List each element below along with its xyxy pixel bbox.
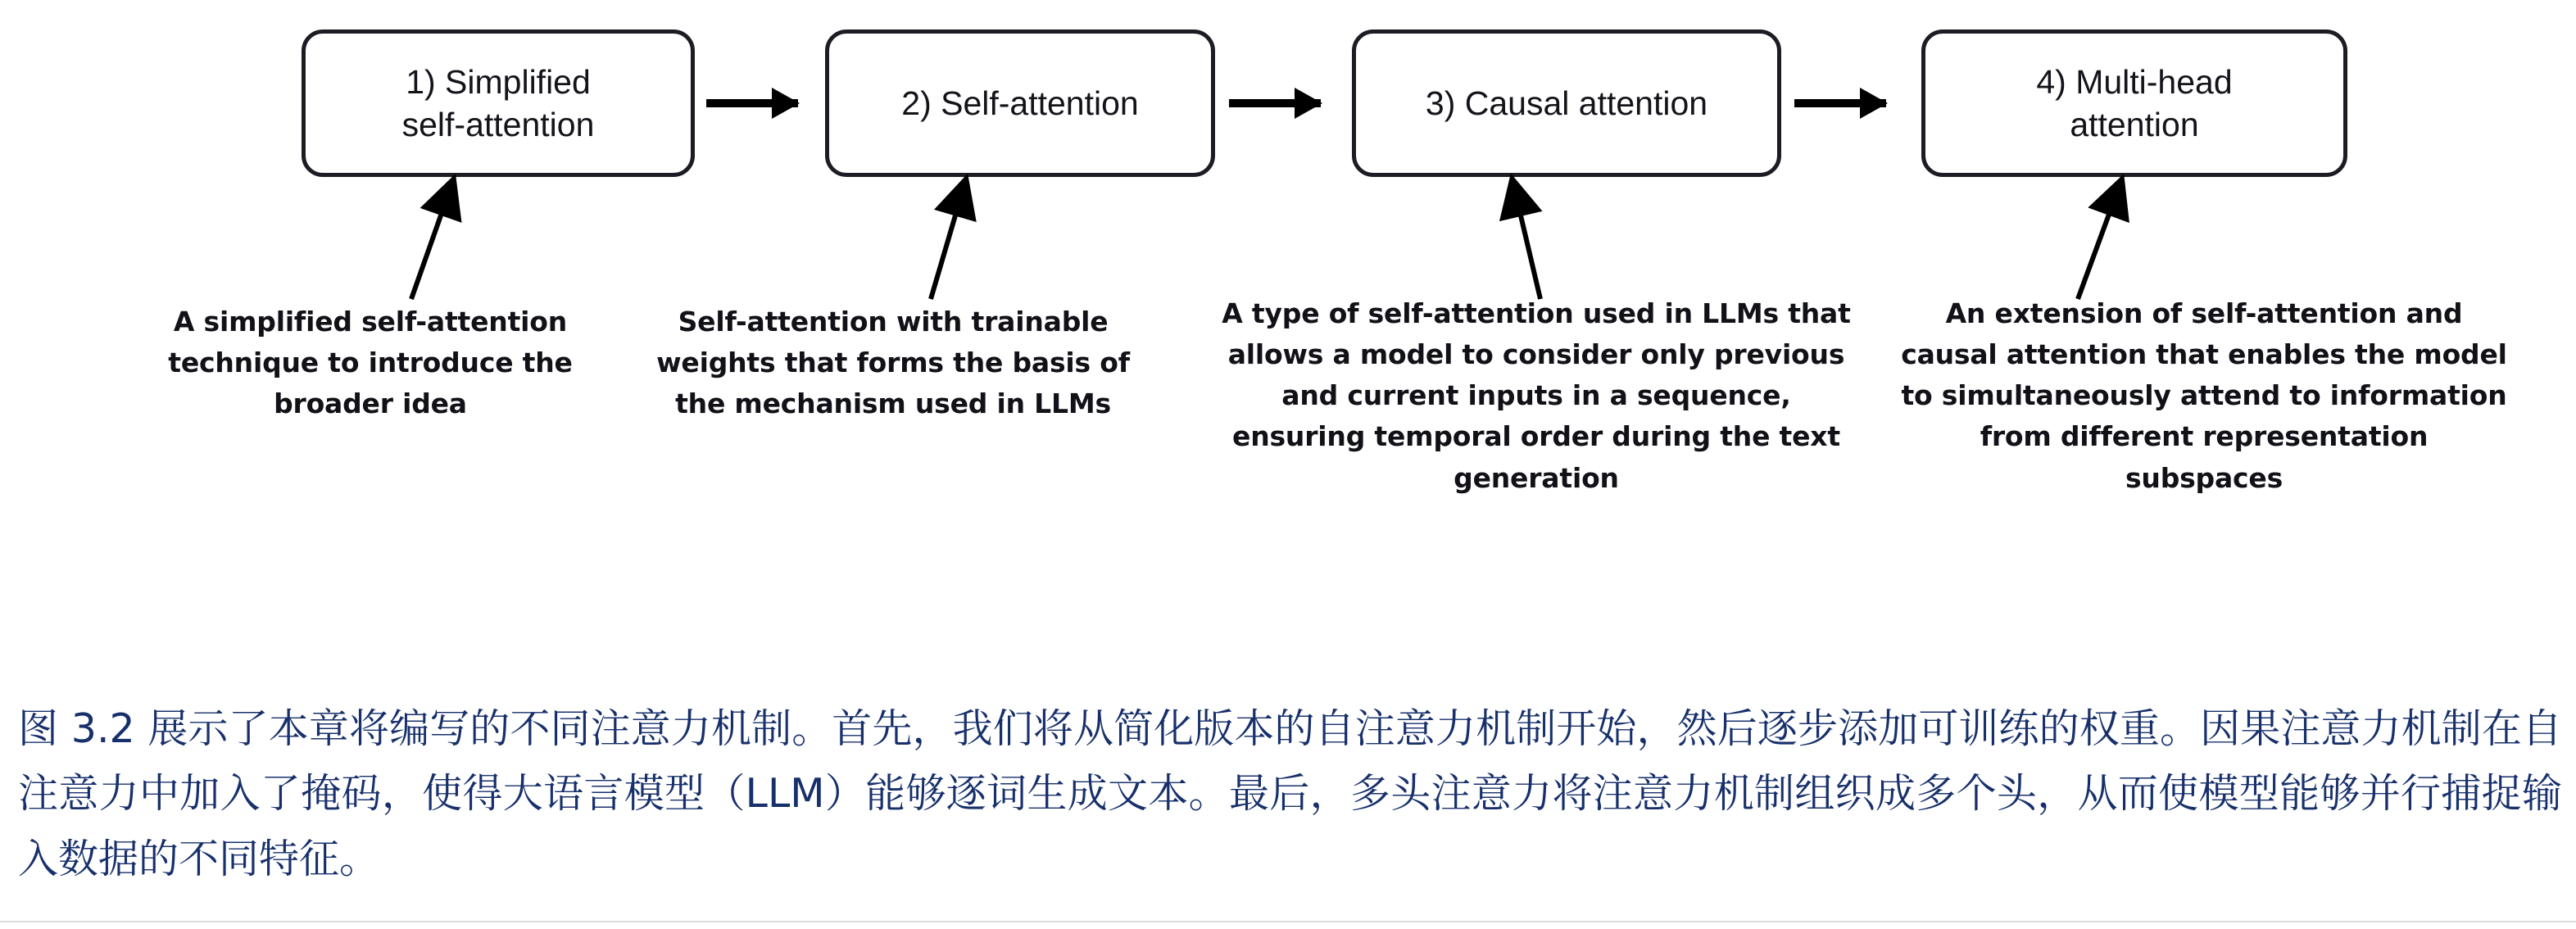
caption-multi-head-attention: An extension of self-attention and causal attention that enables the model to simultaneously attend to information from different representation subspaces — [1901, 297, 2507, 494]
arrow-stage2-to-stage3-icon — [1229, 99, 1321, 107]
arrow-stage1-to-stage2-icon — [706, 99, 798, 107]
stage-4-line-1: 4) Multi-head — [2036, 62, 2233, 101]
stage-3-line-1: 3) Causal attention — [1425, 84, 1708, 122]
pointer-arrow-caption1-icon — [361, 176, 524, 307]
stage-box-simplified-self-attention — [302, 29, 695, 177]
stage-box-causal-attention — [1352, 29, 1781, 177]
caption-self-attention: Self-attention with trainable weights that forms the basis of the mechanism used in LLMs — [656, 306, 1130, 420]
pointer-arrow-caption4-icon — [2032, 176, 2196, 307]
stage-2-line-1: 2) Self-attention — [901, 84, 1139, 122]
caption-causal-attention: A type of self-attention used in LLMs that allows a model to consider only previous and current inputs in a sequence, ensuring temporal order during the text generation — [1222, 297, 1851, 494]
page-bottom-divider — [0, 921, 2576, 922]
stage-box-self-attention — [825, 29, 1215, 177]
pointer-arrow-caption3-icon — [1467, 176, 1630, 307]
arrow-stage3-to-stage4-icon — [1794, 99, 1886, 107]
figure-description-paragraph — [18, 696, 2562, 891]
figure-description-text: 图 3.2 展示了本章将编写的不同注意力机制。首先，我们将从简化版本的自注意力机制开始，然后逐步添加可训练的权重。因果注意力机制在自注意力中加入了掩码，使得大语言模型（LLM）能够逐词生成文本。最后，多头注意力将注意力机制组织成多个头，从而使模型能够并行捕捉输入数据的不同特征。 — [18, 705, 2562, 882]
caption-simplified-self-attention: A simplified self-attention technique to introduce the broader idea — [168, 306, 573, 420]
stage-1-line-1: 1) Simplified — [406, 62, 591, 101]
stage-box-multi-head-attention — [1921, 29, 2347, 177]
stage-4-line-2: attention — [2070, 106, 2199, 143]
stage-1-line-2: self-attention — [401, 106, 595, 143]
pointer-arrow-caption2-icon — [868, 176, 1032, 307]
